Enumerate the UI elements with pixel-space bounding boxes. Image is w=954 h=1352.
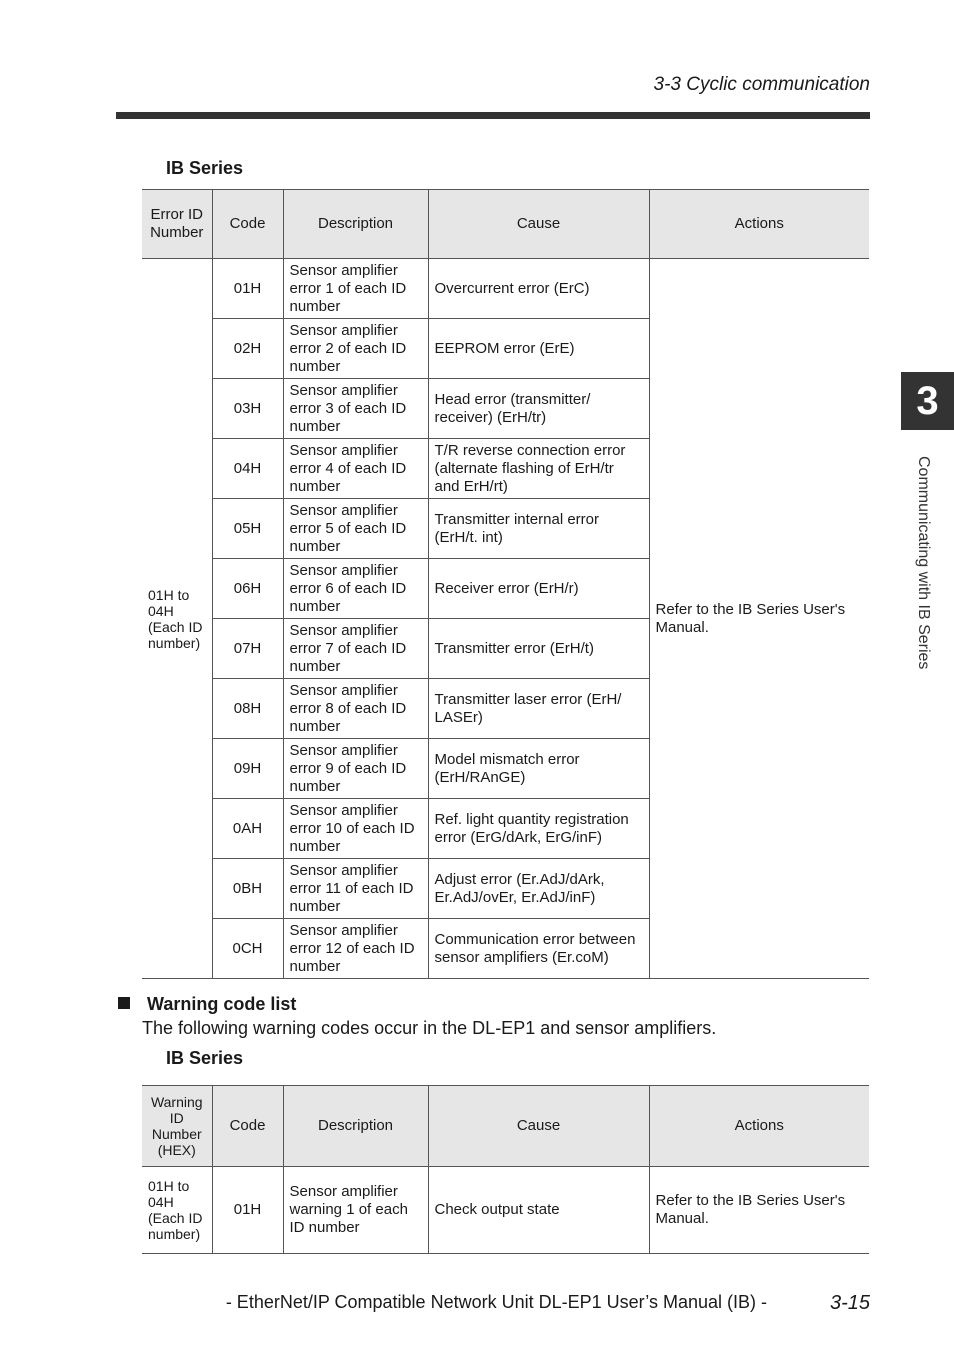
header-warning-id-number: Warning ID Number (HEX): [142, 1086, 212, 1167]
error-code-cell: 0CH: [212, 919, 283, 979]
error-description-cell: Sensor amplifier error 7 of each ID number: [283, 619, 428, 679]
error-description-cell: Sensor amplifier error 1 of each ID number: [283, 259, 428, 319]
warning-heading-text: Warning code list: [147, 994, 297, 1014]
error-code-cell: 09H: [212, 739, 283, 799]
header-section-title: 3-3 Cyclic communication: [653, 74, 870, 95]
warning-code-table: [142, 1085, 869, 1254]
error-code-cell: 07H: [212, 619, 283, 679]
header-cause: Cause: [428, 190, 649, 259]
warning-action-cell: Refer to the IB Series User's Manual.: [649, 1167, 869, 1254]
error-cause-cell: Ref. light quantity registration error (ErG/dArk, ErG/inF): [428, 799, 649, 859]
header-code: Code: [212, 1086, 283, 1167]
error-code-cell: 0BH: [212, 859, 283, 919]
page-number: 3-15: [829, 1292, 870, 1314]
error-table-section-label: IB Series: [166, 158, 244, 178]
footer-manual-title: - EtherNet/IP Compatible Network Unit DL-EP1 User’s Manual (IB) -: [225, 1292, 767, 1312]
error-cause-cell: T/R reverse connection error (alternate flashing of ErH/tr and ErH/rt): [428, 439, 649, 499]
header-description: Description: [283, 190, 428, 259]
header-actions: Actions: [649, 1086, 869, 1167]
error-cause-cell: Head error (transmitter/ receiver) (ErH/tr): [428, 379, 649, 439]
error-description-cell: Sensor amplifier error 2 of each ID number: [283, 319, 428, 379]
error-code-cell: 03H: [212, 379, 283, 439]
warning-description-cell: Sensor amplifier warning 1 of each ID number: [283, 1167, 428, 1254]
chapter-tab: 3: [901, 372, 954, 430]
error-id-range-cell: 01H to 04H (Each ID number): [142, 259, 212, 979]
error-cause-cell: Receiver error (ErH/r): [428, 559, 649, 619]
error-description-cell: Sensor amplifier error 8 of each ID number: [283, 679, 428, 739]
error-table-header-row: [142, 190, 869, 259]
error-cause-cell: Transmitter error (ErH/t): [428, 619, 649, 679]
error-code-cell: 06H: [212, 559, 283, 619]
warning-code-list-heading: [118, 994, 296, 1015]
warning-id-range-cell: 01H to 04H (Each ID number): [142, 1167, 212, 1254]
square-bullet-icon: [118, 997, 130, 1009]
header-actions: Actions: [649, 190, 869, 259]
table-row: [142, 259, 869, 319]
header-cause: Cause: [428, 1086, 649, 1167]
error-code-cell: 0AH: [212, 799, 283, 859]
warning-description: The following warning codes occur in the DL-EP1 and sensor amplifiers.: [142, 1018, 717, 1038]
error-code-cell: 08H: [212, 679, 283, 739]
warning-table-section-label: IB Series: [166, 1048, 244, 1068]
error-code-cell: 01H: [212, 259, 283, 319]
header-description: Description: [283, 1086, 428, 1167]
error-code-table: [142, 189, 869, 979]
error-description-cell: Sensor amplifier error 10 of each ID number: [283, 799, 428, 859]
chapter-side-label: Communicating with IB Series: [915, 456, 932, 670]
error-cause-cell: Overcurrent error (ErC): [428, 259, 649, 319]
table-row: [142, 1167, 869, 1254]
error-cause-cell: Model mismatch error (ErH/RAnGE): [428, 739, 649, 799]
error-code-cell: 02H: [212, 319, 283, 379]
error-cause-cell: EEPROM error (ErE): [428, 319, 649, 379]
error-code-cell: 04H: [212, 439, 283, 499]
error-cause-cell: Transmitter internal error (ErH/t. int): [428, 499, 649, 559]
warning-table-header-row: [142, 1086, 869, 1167]
error-description-cell: Sensor amplifier error 4 of each ID number: [283, 439, 428, 499]
error-description-cell: Sensor amplifier error 12 of each ID number: [283, 919, 428, 979]
error-description-cell: Sensor amplifier error 9 of each ID number: [283, 739, 428, 799]
warning-code-cell: 01H: [212, 1167, 283, 1254]
error-actions-cell: Refer to the IB Series User's Manual.: [649, 259, 869, 979]
error-cause-cell: Communication error between sensor amplifiers (Er.coM): [428, 919, 649, 979]
header-code: Code: [212, 190, 283, 259]
header-error-id-number: Error ID Number: [142, 190, 212, 259]
warning-cause-cell: Check output state: [428, 1167, 649, 1254]
error-description-cell: Sensor amplifier error 6 of each ID number: [283, 559, 428, 619]
header-rule: [116, 112, 870, 119]
error-cause-cell: Adjust error (Er.AdJ/dArk, Er.AdJ/ovEr, Er.AdJ/inF): [428, 859, 649, 919]
error-description-cell: Sensor amplifier error 5 of each ID number: [283, 499, 428, 559]
error-description-cell: Sensor amplifier error 3 of each ID number: [283, 379, 428, 439]
error-code-cell: 05H: [212, 499, 283, 559]
error-cause-cell: Transmitter laser error (ErH/ LASEr): [428, 679, 649, 739]
error-description-cell: Sensor amplifier error 11 of each ID number: [283, 859, 428, 919]
